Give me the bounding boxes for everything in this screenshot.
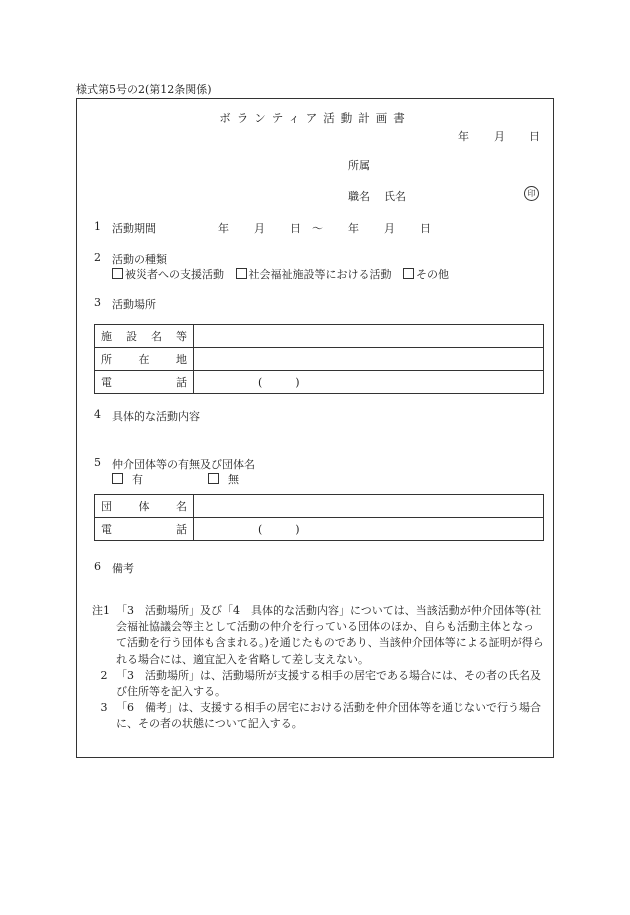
- intermediary-option-no[interactable]: 無: [208, 471, 239, 487]
- org-phone-paren: ( ): [258, 523, 300, 536]
- checkbox-icon: [403, 268, 414, 279]
- note-item: 3 「6 備考」は、支援する相手の居宅における活動を仲介団体等を通じないで行う場合に、その者の状態について記入する。: [100, 701, 541, 731]
- notes: [92, 603, 544, 733]
- activity-option-other[interactable]: その他: [403, 268, 449, 281]
- note-item: 2 「3 活動場所」は、活動場所が支援する相手の居宅である場合には、その者の氏名及び住所等を記入する。: [100, 668, 541, 699]
- org-name-field[interactable]: [194, 495, 544, 518]
- section3-number: 3: [94, 296, 101, 309]
- note-item: 注1 「3 活動場所」及び「4 具体的な活動内容」については、当該活動が仲介団体等(社会福祉協議会等主として活動の仲介を行っている団体のほか、自らも活動主体となって活動を行う団体も含まれる。)を通じたものであり、当該仲介団体等による証明が得られる場合には、適宜記入を省略して差し支えない。: [92, 604, 544, 666]
- org-phone-label: 電 話: [101, 523, 187, 536]
- checkbox-icon: [112, 268, 123, 279]
- section2-label: 活動の種類: [112, 253, 167, 266]
- org-name-label: 団 体 名: [101, 500, 187, 513]
- facility-name-field[interactable]: [194, 325, 544, 348]
- table-row: [95, 518, 544, 541]
- section2-number: 2: [94, 251, 101, 264]
- name-label: 氏名: [384, 190, 406, 203]
- seal-mark: 印: [524, 186, 539, 201]
- section4-label: 具体的な活動内容: [112, 410, 200, 423]
- section3-label: 活動場所: [112, 298, 156, 311]
- header-month-label: 月: [494, 130, 505, 143]
- activity-option-disaster[interactable]: 被災者への支援活動: [112, 268, 224, 281]
- header-day-label: 日: [529, 130, 540, 143]
- activity-type-options: [112, 266, 449, 282]
- section5-number: 5: [94, 456, 101, 469]
- table-row: [95, 495, 544, 518]
- period-start-month: 月: [254, 222, 265, 235]
- checkbox-icon: [236, 268, 247, 279]
- header-year-label: 年: [458, 130, 469, 143]
- activity-option-welfare[interactable]: 社会福祉施設等における活動: [236, 268, 392, 281]
- period-end-day: 日: [420, 222, 431, 235]
- facility-name-label: 施 設 名 等: [101, 330, 187, 343]
- location-table: [94, 324, 544, 394]
- phone-paren: ( ): [258, 376, 300, 389]
- table-row: [95, 371, 544, 394]
- section6-number: 6: [94, 560, 101, 573]
- address-label: 所 在 地: [101, 353, 187, 366]
- intermediary-option-yes[interactable]: 有: [112, 471, 143, 487]
- section4-number: 4: [94, 408, 101, 421]
- phone-label: 電 話: [101, 376, 187, 389]
- checkbox-icon: [208, 473, 219, 484]
- org-phone-field[interactable]: [194, 518, 544, 541]
- period-tilde: ～: [312, 222, 323, 235]
- position-label: 職名: [348, 190, 370, 203]
- phone-field[interactable]: [194, 371, 544, 394]
- section1-label: 活動期間: [112, 222, 156, 235]
- checkbox-icon: [112, 473, 123, 484]
- section6-label: 備考: [112, 562, 134, 575]
- period-start-year: 年: [218, 222, 229, 235]
- intermediary-table: [94, 494, 544, 541]
- form-id: 様式第5号の2(第12条関係): [76, 83, 212, 96]
- section1-number: 1: [94, 220, 101, 233]
- section5-label: 仲介団体等の有無及び団体名: [112, 458, 255, 471]
- period-start-day: 日: [290, 222, 301, 235]
- affiliation-label: 所属: [348, 159, 370, 172]
- table-row: [95, 348, 544, 371]
- period-end-year: 年: [348, 222, 359, 235]
- table-row: [95, 325, 544, 348]
- page-title: ボランティア活動計画書: [219, 111, 411, 125]
- address-field[interactable]: [194, 348, 544, 371]
- period-end-month: 月: [384, 222, 395, 235]
